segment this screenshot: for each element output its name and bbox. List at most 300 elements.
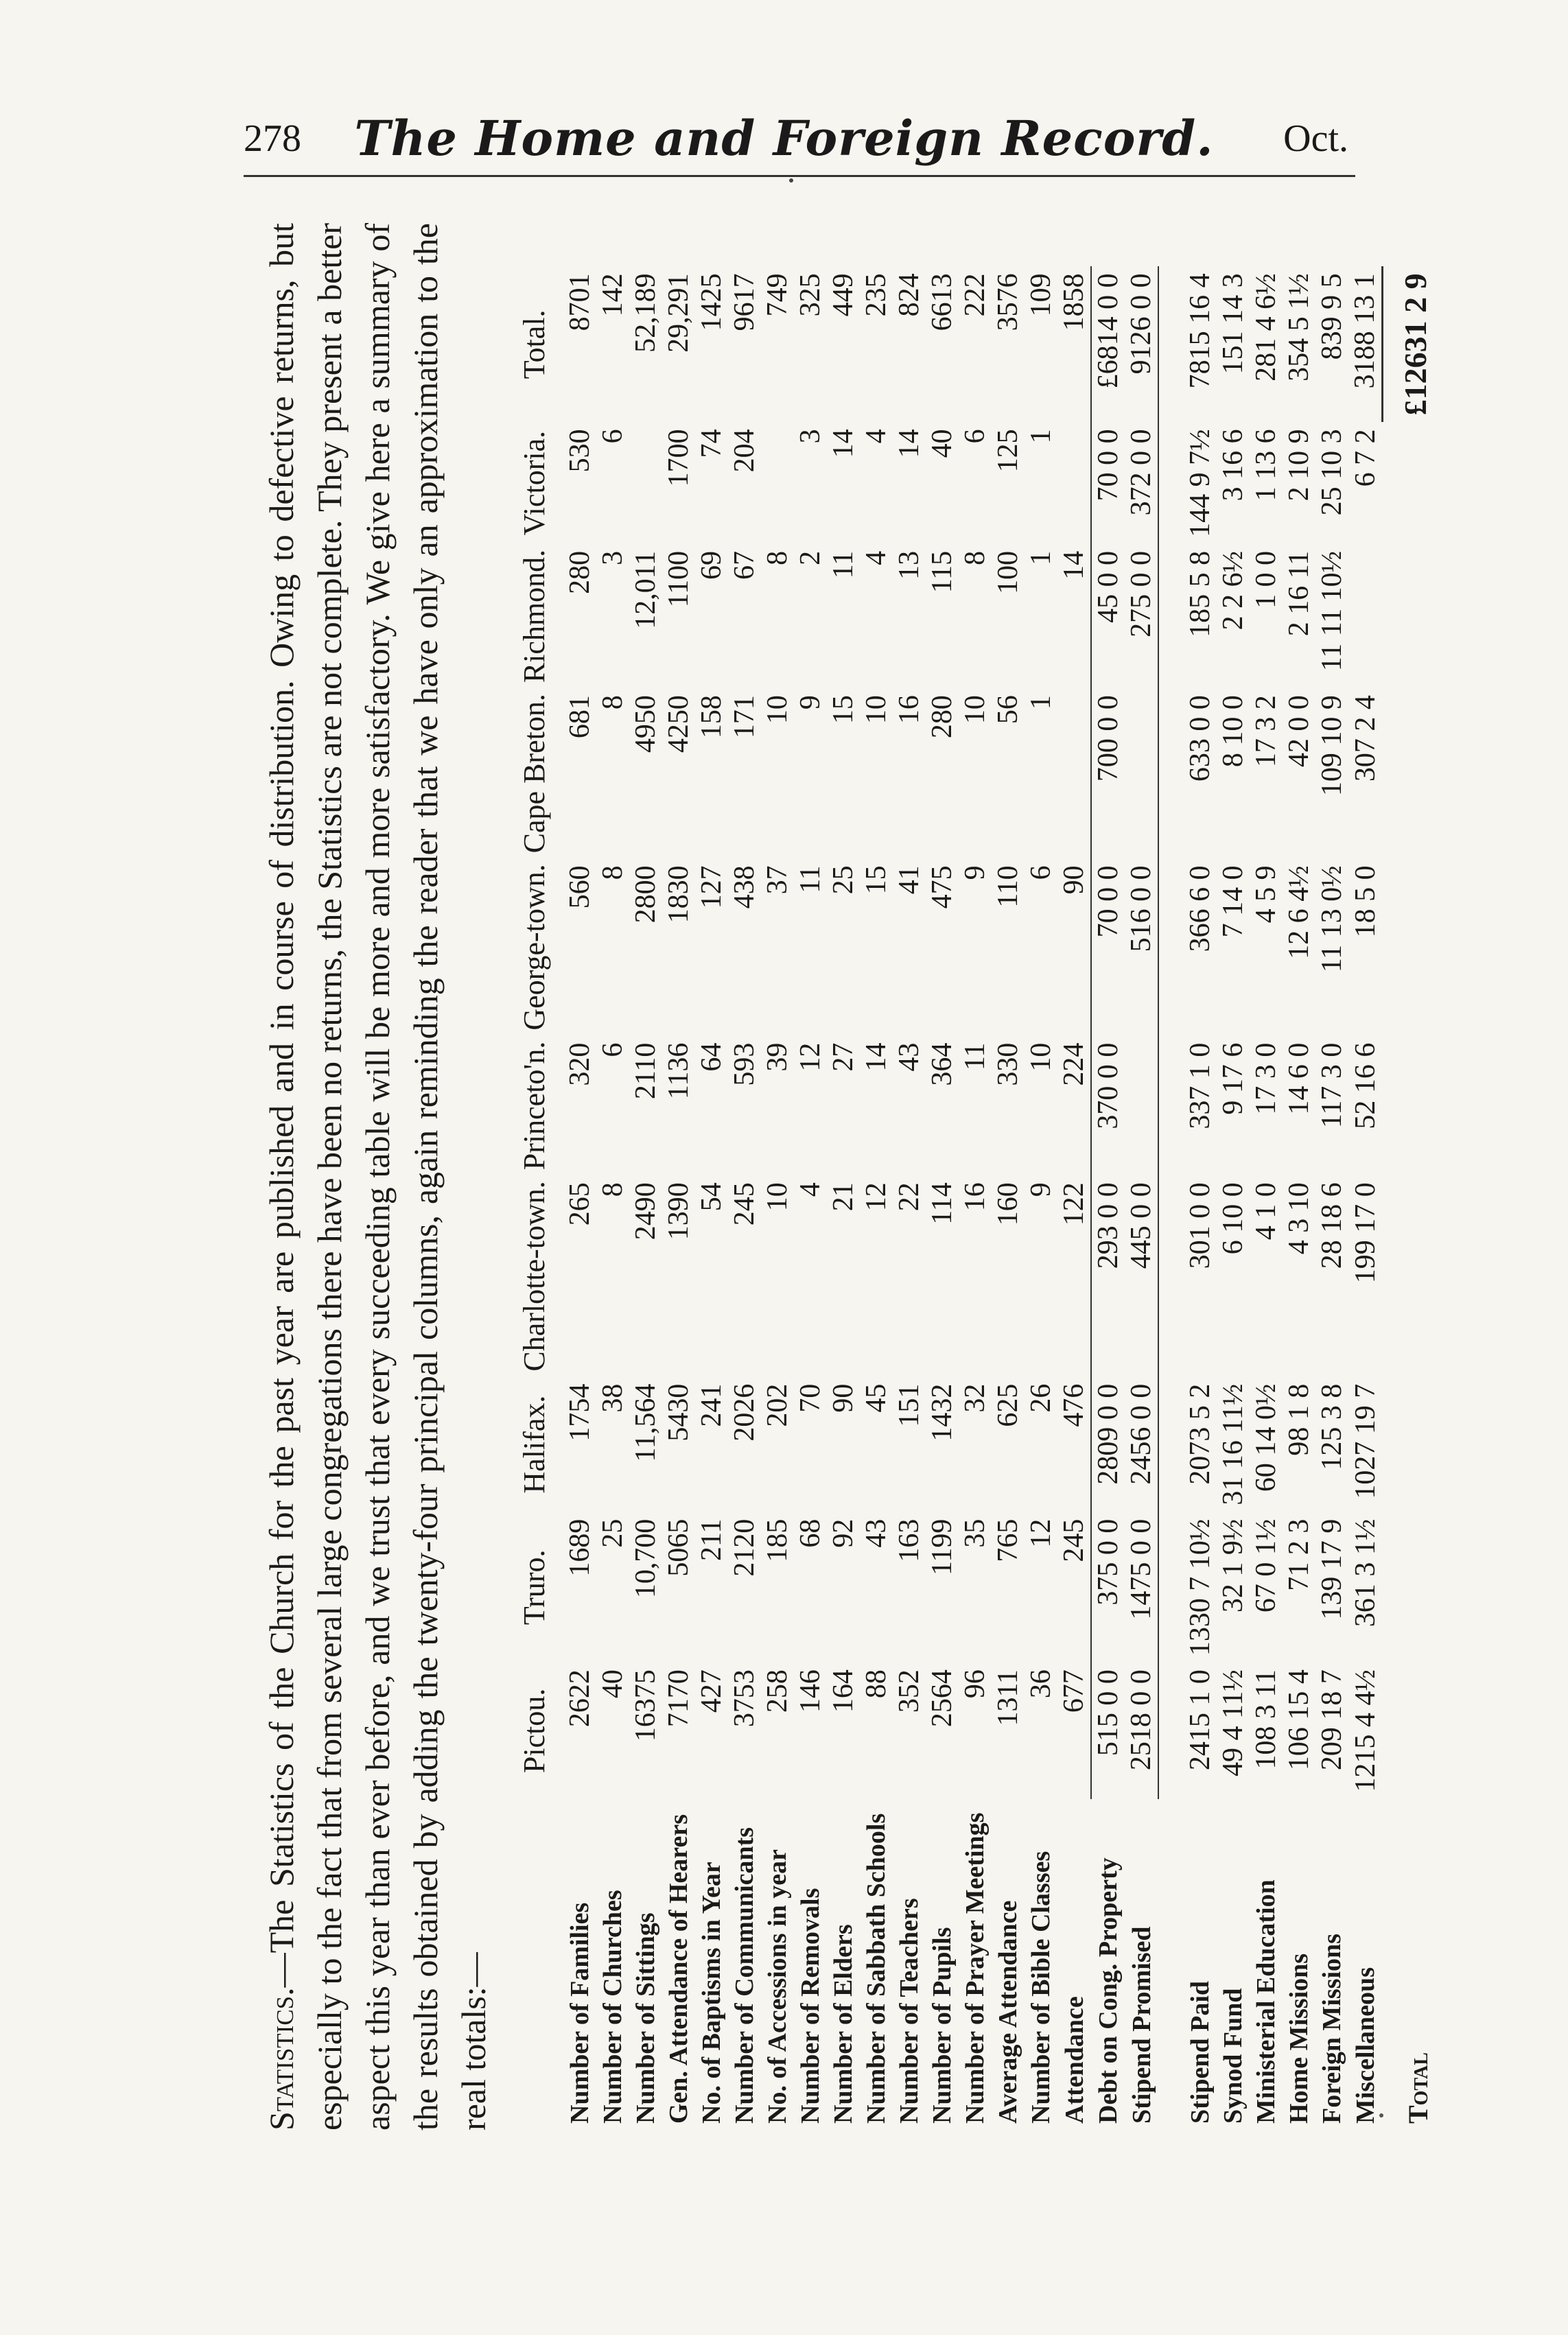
table-cell: 16	[959, 1182, 991, 1212]
table-cell: 14	[861, 1042, 892, 1072]
table-cell: 71 2 3	[1283, 1518, 1315, 1591]
table-cell: 100	[992, 550, 1024, 594]
intro-paragraph	[257, 223, 498, 2131]
table-cell: 43	[893, 1042, 925, 1072]
table-cell: 74	[696, 429, 727, 458]
table-cell: 681	[564, 695, 596, 739]
row-label: Stipend Promised	[1127, 1926, 1156, 2124]
table-cell: 6	[597, 429, 629, 444]
table-cell: 11 13 0½	[1316, 865, 1348, 973]
table-cell: 352	[893, 1669, 925, 1713]
table-cell: 4950	[630, 695, 662, 753]
table-cell: 320	[564, 1042, 596, 1086]
table-cell: 1	[1025, 429, 1057, 444]
table-cell: 13	[893, 550, 925, 580]
table-cell: 25	[597, 1518, 629, 1548]
table-cell: 38	[597, 1383, 629, 1413]
table-cell: 241	[696, 1383, 727, 1427]
table-cell	[1057, 688, 1091, 858]
table-row	[662, 266, 695, 2131]
row-label: Number of Sittings	[631, 1912, 660, 2124]
table-cell: 7 14 0	[1217, 865, 1249, 938]
table-cell: 427	[696, 1669, 727, 1713]
table-cell: 9 17 6	[1217, 1042, 1249, 1115]
table-cell: 11 11 10½	[1316, 550, 1348, 672]
column-header: Truro.	[517, 1549, 551, 1626]
table-cell: 17 3 2	[1250, 695, 1282, 768]
row-label: Miscellaneous	[1350, 1967, 1380, 2124]
row-label: Home Missions	[1285, 1953, 1313, 2124]
row-label: Number of Prayer Meetings	[961, 1812, 990, 2124]
table-cell: 445 0 0	[1125, 1175, 1158, 1376]
table-cell: 824	[893, 273, 925, 317]
table-cell: 110	[992, 865, 1024, 908]
table-cell: 2490	[630, 1182, 662, 1241]
table-cell: 171	[729, 695, 760, 739]
table-cell: 151	[893, 1383, 925, 1427]
table-cell: 88	[861, 1669, 892, 1699]
row-label: No. of Accessions in year	[763, 1849, 792, 2124]
table-cell: 164	[828, 1669, 859, 1713]
table-cell: 1475 0 0	[1125, 1512, 1158, 1663]
table-cell: 1858	[1057, 266, 1091, 422]
spacer-cell	[1158, 266, 1184, 2131]
row-label: Synod Fund	[1219, 1988, 1248, 2124]
table-row	[1217, 266, 1250, 2131]
table-cell: 108 3 11	[1250, 1669, 1282, 1770]
table-cell: 2073 5 2	[1184, 1383, 1216, 1485]
total-label: Total	[1402, 2052, 1434, 2124]
table-cell: 42 0 0	[1283, 695, 1315, 768]
table-cell: 516 0 0	[1125, 858, 1158, 1035]
grand-total: £12631 2 9	[1383, 266, 1435, 422]
journal-title: The Home and Foreign Record.	[354, 110, 1214, 167]
table-cell: 1 0 0	[1250, 550, 1282, 609]
table-cell: 211	[696, 1518, 727, 1562]
issue-month: Oct.	[1283, 117, 1348, 160]
table-cell: 10	[959, 695, 991, 725]
table-cell: 163	[893, 1518, 925, 1562]
table-cell: 293 0 0	[1092, 1182, 1124, 1269]
table-row	[761, 266, 794, 2131]
table-cell: 67 0 1½	[1250, 1518, 1282, 1613]
table-cell: 1311	[992, 1669, 1024, 1726]
table-cell: 185	[762, 1518, 793, 1562]
table-cell: 265	[564, 1182, 596, 1226]
table-cell: 6	[1025, 865, 1057, 880]
table-cell: 25	[828, 865, 859, 895]
table-cell: 90	[828, 1383, 859, 1413]
table-row	[827, 266, 860, 2131]
table-cell: 45 0 0	[1092, 550, 1124, 623]
table-cell: 11	[828, 550, 859, 579]
section-spacer	[1158, 266, 1184, 2131]
table-cell: 209 18 7	[1316, 1669, 1348, 1771]
table-row	[794, 266, 827, 2131]
table-row	[1125, 266, 1158, 2131]
table-row	[1348, 266, 1383, 2131]
table-cell: 139 17 9	[1316, 1518, 1348, 1620]
table-cell: 8	[597, 865, 629, 880]
table-cell: 8	[959, 550, 991, 565]
table-cell: 222	[959, 273, 991, 317]
table-cell: 43	[861, 1518, 892, 1548]
table-cell: 2120	[729, 1518, 760, 1577]
table-row	[893, 266, 926, 2131]
table-row	[695, 266, 728, 2131]
table-cell: 6613	[926, 273, 958, 331]
table-cell: 8	[597, 1182, 629, 1197]
table-cell: 5065	[663, 1518, 694, 1577]
table-cell: 1215 4 4½	[1349, 1669, 1381, 1792]
table-cell: 280	[564, 550, 596, 594]
table-row	[959, 266, 992, 2131]
table-cell: 4	[861, 550, 892, 565]
table-cell: 4 3 10	[1283, 1182, 1315, 1255]
column-header: Cape Breton.	[517, 694, 551, 854]
table-cell: 2518 0 0	[1125, 1663, 1158, 1799]
table-cell	[1348, 544, 1383, 688]
table-cell: 14	[1057, 544, 1091, 688]
table-cell: 67	[729, 550, 760, 580]
table-row	[860, 266, 893, 2131]
table-cell: 8701	[564, 273, 596, 331]
table-cell: 109 10 9	[1316, 695, 1348, 797]
table-cell: £6814 0 0	[1092, 273, 1124, 389]
table-cell: 204	[729, 429, 760, 473]
table-cell: 307 2 4	[1349, 695, 1381, 782]
column-header-row	[518, 266, 563, 2131]
table-cell: 52 16 6	[1349, 1042, 1381, 1129]
table-cell: 3 16 6	[1217, 429, 1249, 502]
row-label: Average Attendance	[994, 1900, 1022, 2124]
table-cell: 2 10 9	[1283, 429, 1315, 502]
row-label: Number of Families	[565, 1902, 594, 2124]
table-cell: 449	[828, 273, 859, 317]
table-cell: 2622	[564, 1669, 596, 1728]
total-filler	[1383, 422, 1435, 1798]
column-header: Charlotte-town.	[517, 1181, 551, 1372]
table-cell: 122	[1057, 1175, 1091, 1376]
table-cell: 4 1 0	[1250, 1182, 1282, 1241]
table-cell: 70 0 0	[1092, 865, 1124, 938]
table-cell: 325	[795, 273, 826, 317]
table-cell: 70	[795, 1383, 826, 1413]
table-cell: 2415 1 0	[1184, 1669, 1216, 1771]
table-cell: 364	[926, 1042, 958, 1086]
table-cell: 32	[959, 1383, 991, 1413]
table-row	[1184, 266, 1217, 2131]
table-cell: 245	[1057, 1512, 1091, 1663]
table-cell: 16	[893, 695, 925, 725]
table-cell: 160	[992, 1182, 1024, 1226]
table-cell: 560	[564, 865, 596, 909]
table-cell: 12	[795, 1042, 826, 1072]
table-cell: 1136	[663, 1042, 694, 1100]
table-cell: 202	[762, 1383, 793, 1427]
table-cell: 96	[959, 1669, 991, 1699]
row-label: Number of Removals	[796, 1888, 825, 2124]
row-label: Number of Teachers	[895, 1898, 924, 2124]
table-cell: 125 3 8	[1316, 1383, 1348, 1470]
table-cell: 4250	[663, 695, 694, 753]
table-cell: 52,189	[630, 273, 662, 353]
table-cell: 224	[1057, 1036, 1091, 1176]
table-cell: 10	[762, 1182, 793, 1212]
table-row	[926, 266, 959, 2131]
table-cell: 199 17 0	[1349, 1182, 1381, 1284]
table-cell: 12	[1025, 1518, 1057, 1548]
statistics-table	[518, 266, 1435, 2131]
table-cell: 258	[762, 1669, 793, 1713]
table-row	[1091, 266, 1125, 2131]
table-cell: 475	[926, 865, 958, 909]
table-cell: 1	[1025, 550, 1057, 565]
table-row	[1057, 266, 1091, 2131]
table-cell: 370 0 0	[1092, 1042, 1124, 1129]
table-row	[728, 266, 761, 2131]
table-cell: 3188 13 1	[1349, 273, 1381, 389]
table-cell: 92	[828, 1518, 859, 1548]
table-cell: 15	[861, 865, 892, 895]
total-row	[1383, 266, 1435, 2131]
table-cell: 8	[762, 550, 793, 565]
table-cell: 185 5 8	[1184, 550, 1216, 637]
table-cell: 354 5 1½	[1283, 273, 1315, 382]
table-cell: 29,291	[663, 273, 694, 353]
table-cell	[1125, 688, 1158, 858]
table-cell: 3	[795, 429, 826, 444]
intro-lead: Statistics.	[262, 1987, 301, 2131]
table-cell: 1 13 6	[1250, 429, 1282, 502]
table-cell: 26	[1025, 1383, 1057, 1413]
table-cell: 12,011	[630, 550, 662, 629]
column-header: Pictou.	[517, 1688, 551, 1774]
table-cell: 1100	[663, 550, 694, 608]
table-cell: 11,564	[630, 1383, 662, 1462]
table-cell: 1330 7 10½	[1184, 1518, 1216, 1656]
table-cell: 330	[992, 1042, 1024, 1086]
table-cell: 3753	[729, 1669, 760, 1728]
table-row	[629, 266, 662, 2131]
row-label: Stipend Paid	[1186, 1980, 1215, 2124]
table-cell: 125	[992, 429, 1024, 473]
table-cell: 3	[597, 550, 629, 565]
table-row	[1315, 266, 1348, 2131]
row-label: Number of Bible Classes	[1027, 1851, 1055, 2124]
intro-text: —The Statistics of the Church for the past year are published and in course of distribution. Owing to defective returns, but especially to the fact that from several large congregations there have been no returns, the Statistics are not complete. They present a better aspect this year than ever before, and we trust that every succeeding table will be more and more satisfactory. We give here a summary of the results obtained by adding the twenty-four principal columns, again reminding the reader that we have only an approximation to the real totals:—	[262, 223, 493, 2131]
table-cell: 17 3 0	[1250, 1042, 1282, 1115]
table-cell: 515 0 0	[1092, 1669, 1124, 1757]
table-cell: 49 4 11½	[1217, 1669, 1249, 1777]
table-cell: 25 10 3	[1316, 429, 1348, 516]
table-cell: 275 0 0	[1125, 544, 1158, 688]
table-cell: 700 0 0	[1092, 695, 1124, 782]
table-cell: 366 6 0	[1184, 865, 1216, 952]
table-cell: 37	[762, 865, 793, 895]
row-label: Number of Elders	[829, 1924, 858, 2124]
table-cell: 11	[795, 865, 826, 893]
rotated-statistics-section	[244, 223, 1434, 2131]
table-cell: 54	[696, 1182, 727, 1212]
table-cell: 9126 0 0	[1125, 266, 1158, 422]
row-label: Number of Churches	[598, 1890, 627, 2124]
table-cell: 90	[1057, 858, 1091, 1035]
table-cell: 2	[795, 550, 826, 565]
table-cell: 2110	[630, 1042, 662, 1100]
table-cell: 144 9 7½	[1184, 429, 1216, 537]
table-cell: 9617	[729, 273, 760, 331]
table-cell: 21	[828, 1182, 859, 1212]
table-cell: 1830	[663, 865, 694, 924]
row-label: Attendance	[1060, 1996, 1089, 2124]
row-label: No. of Baptisms in Year	[697, 1862, 726, 2124]
table-cell: 4	[795, 1182, 826, 1197]
table-cell: 98 1 8	[1283, 1383, 1315, 1456]
table-cell: 9	[795, 695, 826, 710]
speck	[789, 178, 793, 183]
table-cell: 9	[1025, 1182, 1057, 1197]
table-cell: 337 1 0	[1184, 1042, 1216, 1129]
table-cell: 4 5 9	[1250, 865, 1282, 924]
table-cell: 45	[861, 1383, 892, 1413]
column-header: Total.	[517, 309, 551, 379]
table-cell: 5430	[663, 1383, 694, 1442]
table-cell: 142	[597, 273, 629, 317]
table-cell: 35	[959, 1518, 991, 1548]
row-label: Number of Communicants	[730, 1827, 759, 2124]
table-cell: 625	[992, 1383, 1024, 1427]
table-cell: 677	[1057, 1663, 1091, 1799]
table-cell: 56	[992, 695, 1024, 725]
table-cell: 280	[926, 695, 958, 739]
row-label: Ministerial Education	[1252, 1879, 1280, 2124]
table-cell: 12 6 4½	[1283, 865, 1315, 959]
row-label: Number of Pupils	[928, 1927, 957, 2124]
table-cell: 633 0 0	[1184, 695, 1216, 782]
table-cell: 28 18 6	[1316, 1182, 1348, 1269]
row-label: Gen. Attendance of Hearers	[664, 1814, 693, 2124]
table-cell: 7815 16 4	[1184, 273, 1216, 389]
table-cell: 39	[762, 1042, 793, 1072]
table-cell: 114	[926, 1182, 958, 1225]
table-cell: 2809 0 0	[1092, 1383, 1124, 1485]
table-cell: 765	[992, 1518, 1024, 1562]
table-cell: 235	[861, 273, 892, 317]
table-cell: 6	[959, 429, 991, 444]
table-cell: 11	[959, 1042, 991, 1071]
table-cell: 593	[729, 1042, 760, 1086]
label-column-header	[518, 1799, 563, 2131]
table-cell: 106 15 4	[1283, 1669, 1315, 1771]
table-cell: 10	[861, 695, 892, 725]
table-cell: 69	[696, 550, 727, 580]
table-cell: 1027 19 7	[1349, 1383, 1381, 1499]
table-cell: 530	[564, 429, 596, 473]
table-cell: 4	[861, 429, 892, 444]
table-cell: 31 16 11½	[1217, 1383, 1249, 1505]
table-cell: 15	[828, 695, 859, 725]
table-row	[1025, 266, 1057, 2131]
page-number: 278	[244, 117, 301, 160]
table-cell: 14 6 0	[1283, 1042, 1315, 1115]
column-header: Halifax.	[517, 1395, 551, 1494]
table-cell: 32 1 9½	[1217, 1518, 1249, 1613]
table-cell: 1432	[926, 1383, 958, 1442]
table-cell: 7170	[663, 1669, 694, 1728]
table-cell: 245	[729, 1182, 760, 1226]
table-cell: 127	[696, 865, 727, 909]
table-cell: 146	[795, 1669, 826, 1713]
table-row	[563, 266, 596, 2131]
row-label: Debt on Cong. Property	[1093, 1857, 1123, 2124]
table-cell: 361 3 1½	[1349, 1518, 1381, 1628]
table-row	[1283, 266, 1315, 2131]
statistics-table-body	[563, 266, 1435, 2131]
table-cell: 158	[696, 695, 727, 739]
table-cell	[761, 422, 794, 544]
table-cell: 6	[597, 1042, 629, 1057]
table-cell: 438	[729, 865, 760, 909]
table-cell	[1125, 1036, 1158, 1176]
table-cell: 1199	[926, 1518, 958, 1576]
column-header: George-town.	[517, 864, 551, 1031]
table-cell: 109	[1025, 273, 1057, 317]
table-cell: 6 10 0	[1217, 1182, 1249, 1255]
table-cell: 1700	[663, 429, 694, 487]
table-cell: 40	[926, 429, 958, 458]
table-cell: 372 0 0	[1125, 422, 1158, 544]
table-cell: 476	[1057, 1377, 1091, 1512]
table-cell: 375 0 0	[1092, 1518, 1124, 1606]
table-cell: 3576	[992, 273, 1024, 331]
table-cell: 36	[1025, 1669, 1057, 1699]
table-cell: 1	[1025, 695, 1057, 710]
table-cell: 68	[795, 1518, 826, 1548]
table-cell: 1689	[564, 1518, 596, 1577]
table-cell: 2026	[729, 1383, 760, 1442]
table-cell: 22	[893, 1182, 925, 1212]
table-cell: 27	[828, 1042, 859, 1072]
table-cell: 6 7 2	[1349, 429, 1381, 487]
table-cell: 60 14 0½	[1250, 1383, 1282, 1492]
table-cell: 281 4 6½	[1250, 273, 1282, 382]
table-cell: 14	[893, 429, 925, 458]
page-header	[0, 103, 1568, 178]
table-cell: 117 3 0	[1316, 1042, 1348, 1129]
table-cell: 40	[597, 1669, 629, 1699]
row-label: Foreign Missions	[1318, 1934, 1346, 2124]
table-cell: 10	[762, 695, 793, 725]
table-row	[1250, 266, 1283, 2131]
row-label: Number of Sabbath Schools	[862, 1813, 891, 2124]
table-cell: 2 2 6½	[1217, 550, 1249, 631]
table-cell: 14	[828, 429, 859, 458]
table-cell: 8	[597, 695, 629, 710]
table-row	[992, 266, 1025, 2131]
column-header: Richmond.	[517, 549, 551, 683]
table-cell: 70 0 0	[1092, 429, 1124, 502]
table-row	[596, 266, 629, 2131]
table-cell: 839 9 5	[1316, 273, 1348, 360]
table-cell: 9	[959, 865, 991, 880]
table-cell: 16375	[630, 1669, 662, 1742]
table-cell: 10	[1025, 1042, 1057, 1072]
table-cell: 151 14 3	[1217, 273, 1249, 375]
table-cell: 115	[926, 550, 958, 594]
header-rule	[244, 175, 1355, 177]
table-cell: 2564	[926, 1669, 958, 1728]
